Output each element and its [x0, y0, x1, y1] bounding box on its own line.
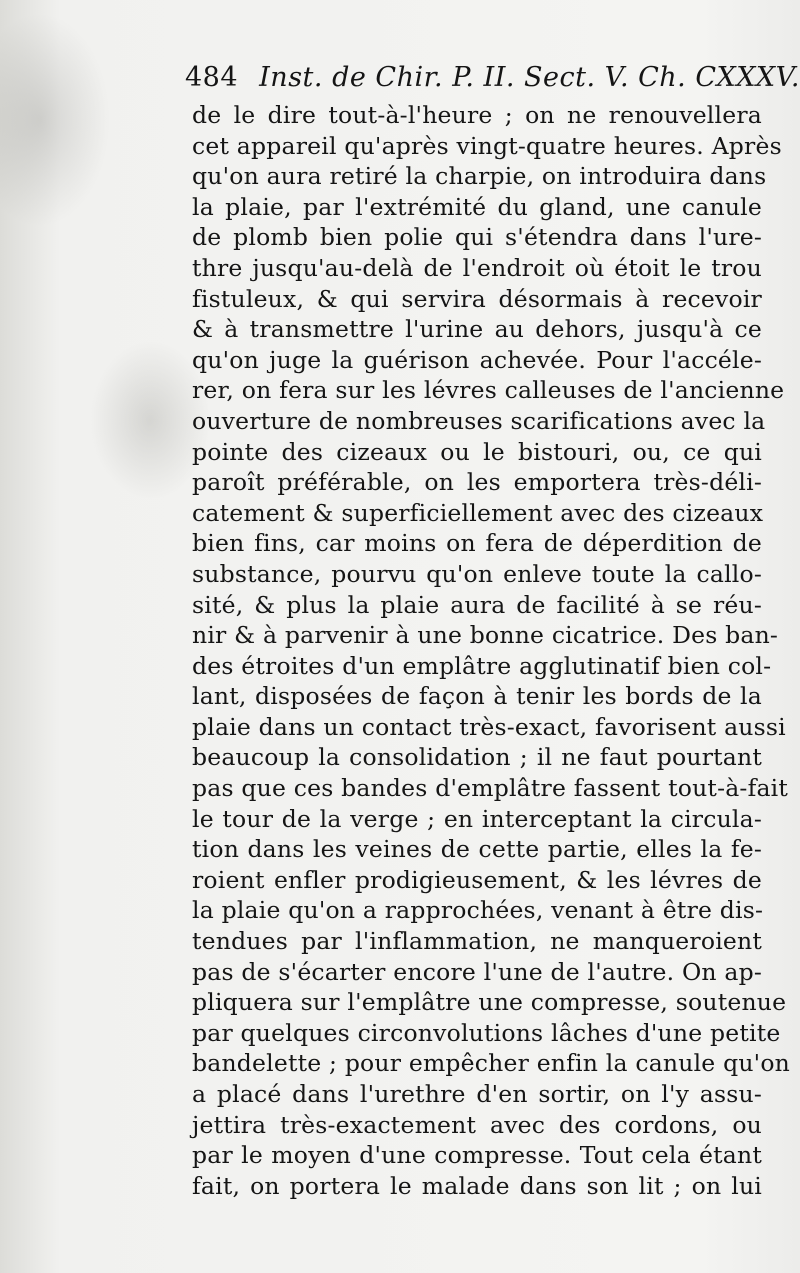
- text-line: le tour de la verge ; en interceptant la circula-: [192, 804, 762, 833]
- text-line: paroît préférable, on les emportera très-déli-: [192, 468, 762, 497]
- text-line: pas que ces bandes d'emplâtre fassent tout-à-fait: [192, 774, 789, 803]
- text-line: roient enfler prodigieusement, & les lévres de: [192, 865, 762, 894]
- text-line: cet appareil qu'après vingt-quatre heures. Après: [192, 131, 782, 160]
- text-line: fait, on portera le malade dans son lit ; on lui: [192, 1171, 762, 1200]
- text-line: beaucoup la consolidation ; il ne faut pourtant: [192, 743, 762, 772]
- text-line: par le moyen d'une compresse. Tout cela étant: [192, 1141, 762, 1170]
- text-line: qu'on aura retiré la charpie, on introduira dans: [192, 162, 767, 191]
- text-line: pliquera sur l'emplâtre une compresse, soutenue: [192, 988, 787, 1017]
- body-text: [192, 100, 791, 1201]
- text-line: par quelques circonvolutions lâches d'une petite: [192, 1018, 781, 1047]
- text-line: pas de s'écarter encore l'une de l'autre. On ap-: [192, 957, 763, 986]
- text-line: tion dans les veines de cette partie, elles la fe-: [192, 835, 762, 864]
- text-line: la plaie qu'on a rapprochées, venant à être dis-: [192, 896, 764, 925]
- text-line: fistuleux, & qui servira désormais à recevoir: [192, 284, 762, 313]
- text-line: a placé dans l'urethre d'en sortir, on l'y assu-: [192, 1080, 762, 1108]
- text-line: jettira très-exactement avec des cordons, ou: [192, 1110, 762, 1139]
- text-line: ouverture de nombreuses scarifications avec la: [192, 406, 766, 435]
- text-line: substance, pourvu qu'on enleve toute la callo-: [192, 559, 762, 588]
- text-line: plaie dans un contact très-exact, favorisent aussi: [192, 712, 786, 741]
- running-title: Inst. de Chir. P. II. Sect. V. Ch. CXXXV.: [259, 62, 800, 93]
- text-line: la plaie, par l'extrémité du gland, une canule: [192, 192, 762, 221]
- page-number: 484: [185, 62, 239, 93]
- text-line: & à transmettre l'urine au dehors, jusqu'à ce: [192, 315, 762, 344]
- text-line: tendues par l'inflammation, ne manqueroient: [192, 927, 762, 956]
- text-line: thre jusqu'au-delà de l'endroit où étoit le trou: [192, 253, 762, 282]
- text-line: bien fins, car moins on fera de déperdition de: [192, 529, 762, 558]
- text-line: bandelette ; pour empêcher enfin la canule qu'on: [192, 1049, 791, 1078]
- text-line: sité, & plus la plaie aura de facilité à se réu-: [192, 590, 762, 619]
- text-line: nir & à parvenir à une bonne cicatrice. Des ban-: [192, 621, 779, 650]
- text-line: lant, disposées de façon à tenir les bords de la: [192, 682, 762, 711]
- running-head: [185, 62, 800, 93]
- text-line: catement & superficiellement avec des cizeaux: [192, 498, 764, 527]
- text-line: pointe des cizeaux ou le bistouri, ou, ce qui: [192, 437, 762, 466]
- text-line: des étroites d'un emplâtre agglutinatif bien col-: [192, 651, 772, 680]
- text-line: rer, on fera sur les lévres calleuses de l'ancienne: [192, 376, 785, 405]
- text-line: de plomb bien polie qui s'étendra dans l'ure-: [192, 223, 762, 252]
- text-line: qu'on juge la guérison achevée. Pour l'accéle-: [192, 345, 762, 374]
- text-line: de le dire tout-à-l'heure ; on ne renouvellera: [192, 101, 762, 129]
